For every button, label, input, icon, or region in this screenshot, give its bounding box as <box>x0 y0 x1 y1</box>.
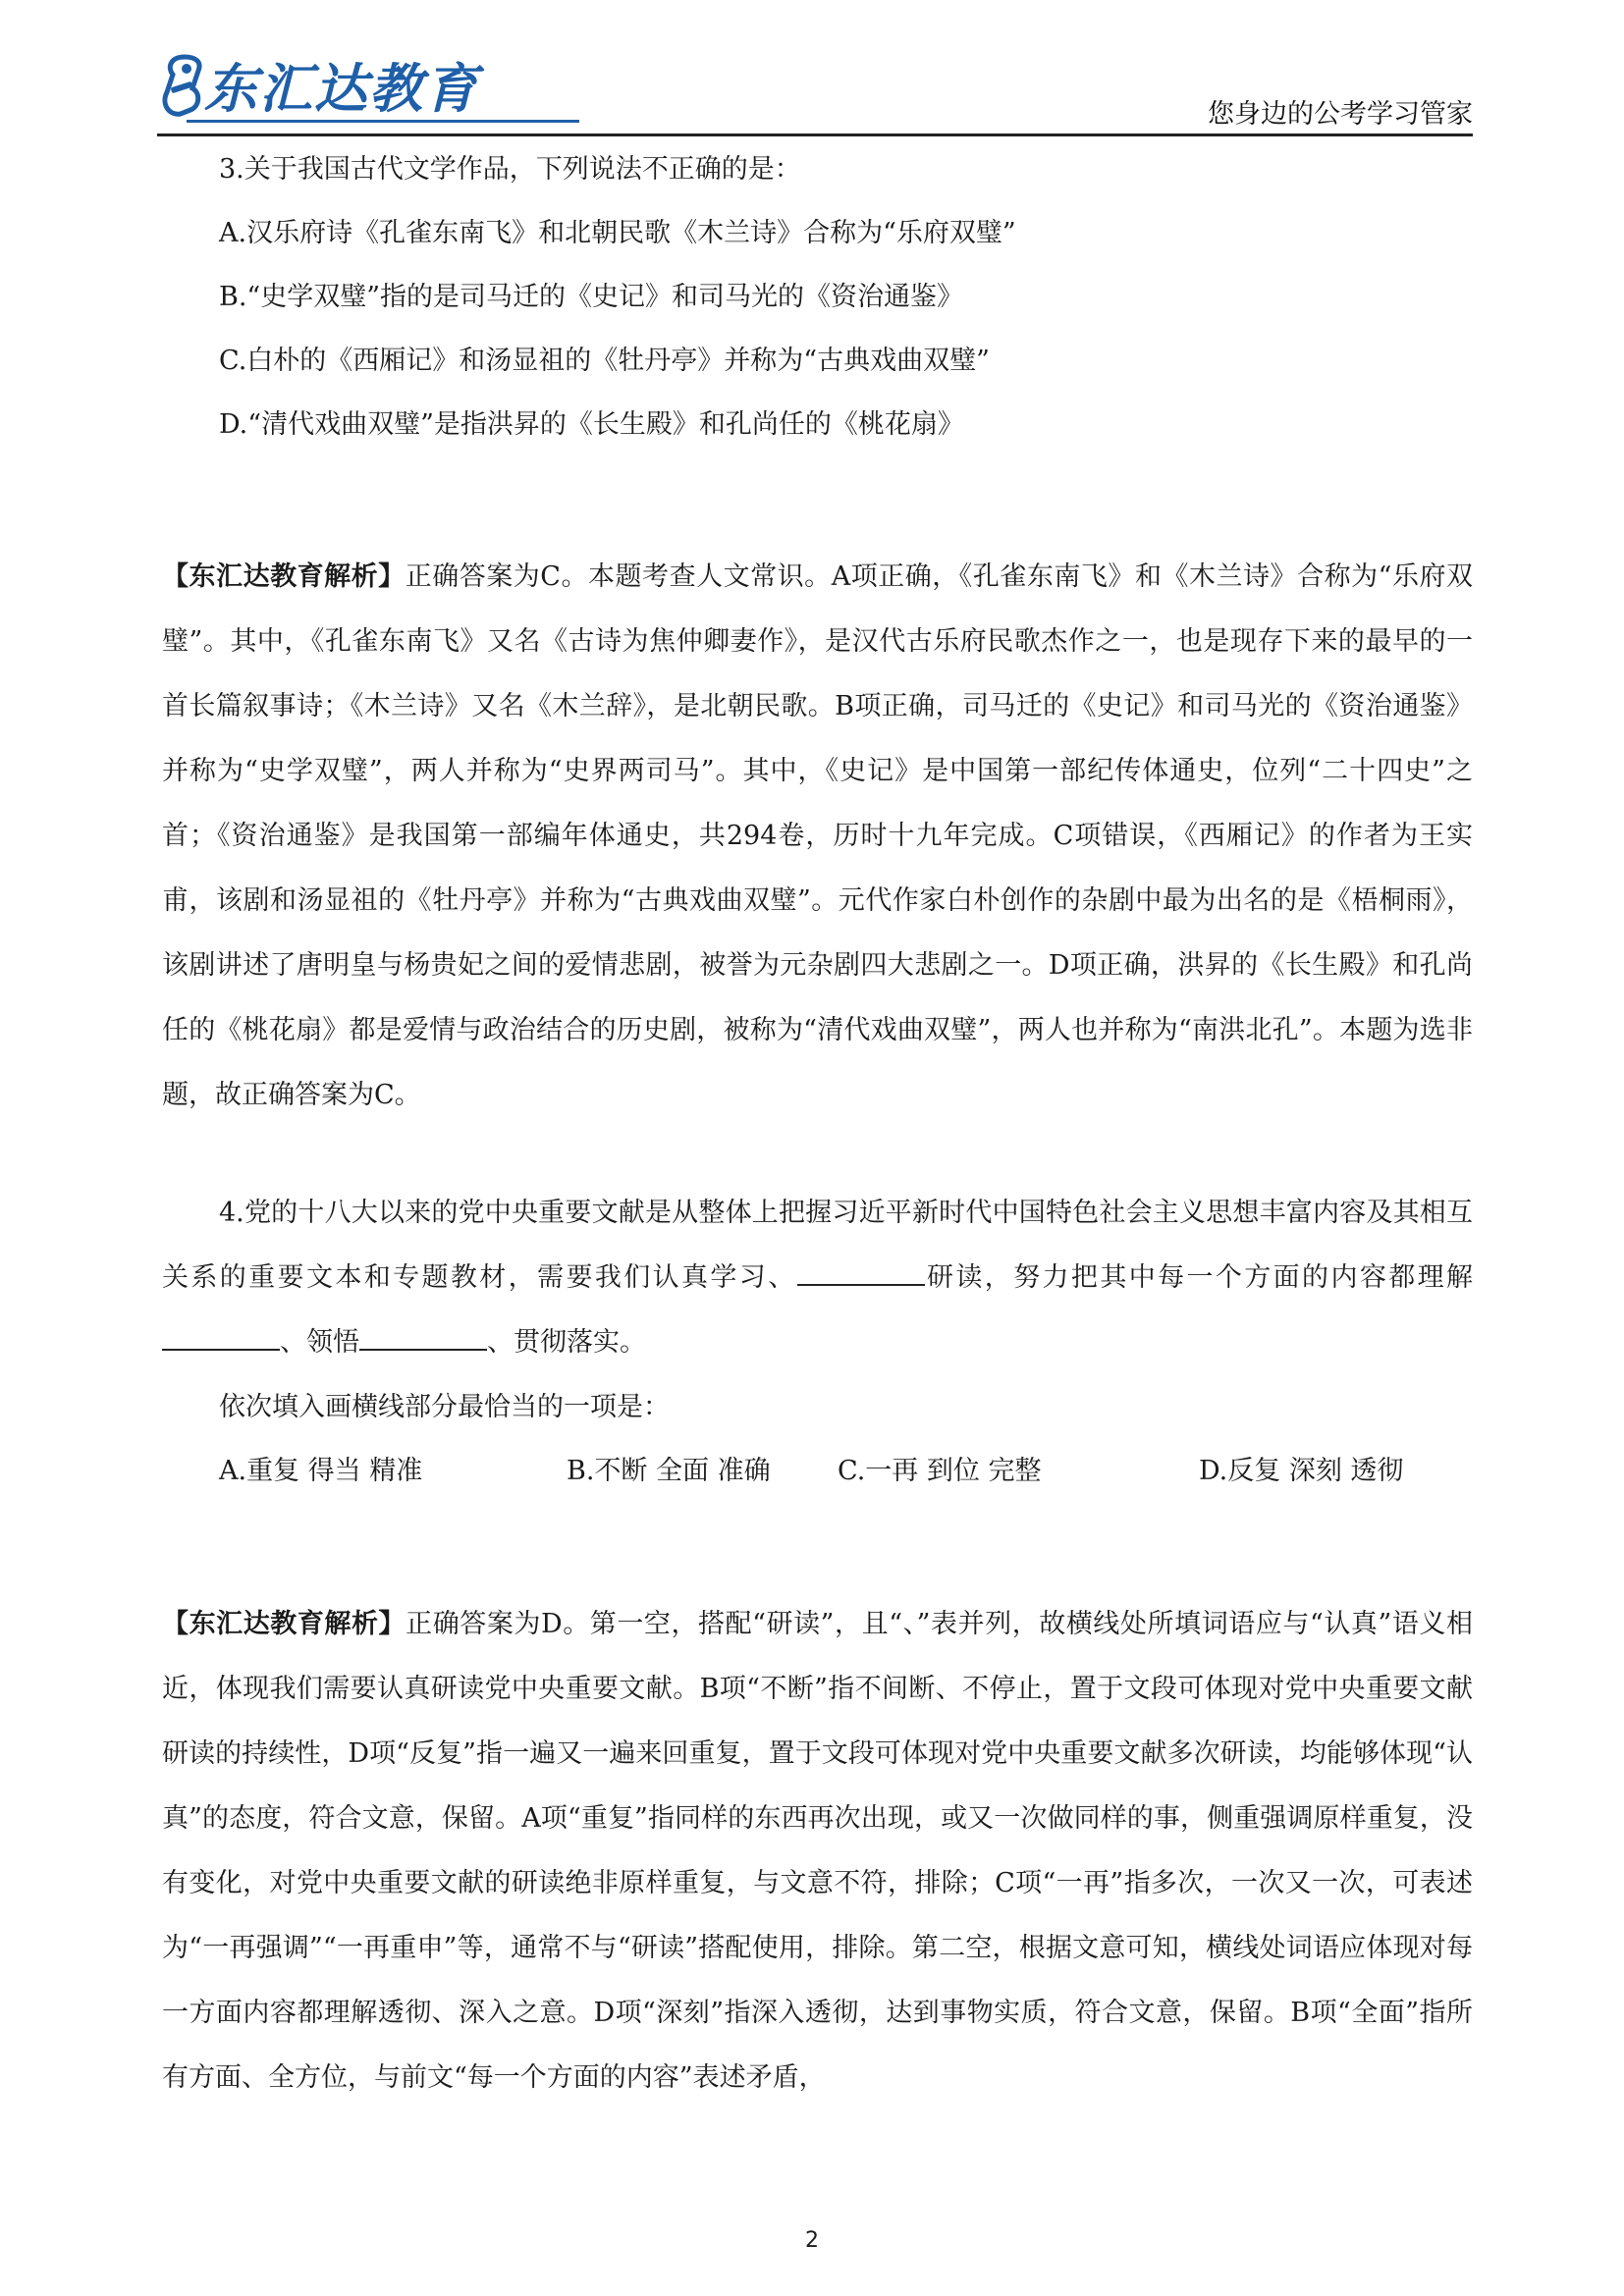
header-tagline: 您身边的公考学习管家 <box>1208 99 1473 130</box>
brand-logo <box>157 47 589 126</box>
question-4-option-c: C.一再 到位 完整 <box>838 1456 1042 1486</box>
question-3-stem: 3.关于我国古代文学作品，下列说法不正确的是： <box>219 154 801 185</box>
question-4-stem-part3: 、领悟 <box>280 1327 359 1358</box>
brand-logo-text: 东汇达教育 <box>204 58 479 120</box>
question-4-analysis <box>162 1592 1473 2110</box>
spacer <box>162 1128 1473 1181</box>
question-4-option-a: A.重复 得当 精准 <box>219 1456 423 1486</box>
question-3-analysis <box>162 545 1473 1128</box>
analysis-heading: 【东汇达教育解析】 <box>162 561 406 592</box>
question-3-option-c: C.白朴的《西厢记》和汤显祖的《牡丹亭》并称为“古典戏曲双璧” <box>219 346 990 376</box>
question-4-stem-part2: 研读，努力把其中每一个方面的内容都理解 <box>924 1262 1474 1293</box>
question-4-option-d: D.反复 深刻 透彻 <box>1199 1456 1404 1486</box>
question-4-stem-part4: 、贯彻落实。 <box>487 1327 646 1358</box>
question-4-stem <box>162 1181 1473 1375</box>
brand-logo-icon <box>157 53 206 122</box>
question-4-option-b: B.不断 全面 准确 <box>567 1456 771 1486</box>
question-3-option-b: B.“史学双璧”指的是司马迁的《史记》和司马光的《资治通鉴》 <box>219 282 964 312</box>
question-4-options <box>162 1439 1473 1504</box>
page-content <box>162 137 1473 2110</box>
header-divider <box>157 133 1473 136</box>
fill-blank-3 <box>359 1319 487 1351</box>
spacer <box>162 1504 1473 1592</box>
analysis-text: 正确答案为D。第一空，搭配“研读”，且“、”表并列，故横线处所填词语应与“认真”语义相近，体现我们需要认真研读党中央重要文献。B项“不断”指不间断、不停止，置于文段可体现对党中央重要文献研读的持续性，D项“反复”指一遍又一遍来回重复，置于文段可体现对党中央重要文献多次研读，均能够体现“认真”的态度，符合文意，保留。A项“重复”指同样的东西再次出现，或又一次做同样的事，侧重强调原样重复，没有变化，对党中央重要文献的研读绝非原样重复，与文意不符，排除；C项“一再”指多次，一次又一次，可表述为“一再强调”“一再重申”等，通常不与“研读”搭配使用，排除。第二空，根据文意可知，横线处词语应体现对每一方面内容都理解透彻、深入之意。D项“深刻”指深入透彻，达到事物实质，符合文意，保留。B项“全面”指所有方面、全方位，与前文“每一个方面的内容”表述矛盾， <box>162 1609 1473 2093</box>
question-3-option-a: A.汉乐府诗《孔雀东南飞》和北朝民歌《木兰诗》合称为“乐府双璧” <box>219 218 1016 248</box>
analysis-heading: 【东汇达教育解析】 <box>162 1609 406 1639</box>
question-4-stem-part1: 4.党的十八大以来的党中央重要文献是从整体上把握习近平新时代中国特色社会主义思想丰富内容及其相互关系的重要文本和专题教材，需要我们认真学习、 <box>162 1198 1473 1293</box>
fill-blank-1 <box>797 1255 925 1286</box>
page-header <box>157 39 1473 137</box>
brand-logo-underline <box>187 120 579 123</box>
question-4-prompt: 依次填入画横线部分最恰当的一项是： <box>219 1392 670 1422</box>
fill-blank-2 <box>162 1319 280 1351</box>
analysis-text: 正确答案为C。本题考查人文常识。A项正确，《孔雀东南飞》和《木兰诗》合称为“乐府双璧”。其中，《孔雀东南飞》又名《古诗为焦仲卿妻作》，是汉代古乐府民歌杰作之一，也是现存下来的最早的一首长篇叙事诗；《木兰诗》又名《木兰辞》，是北朝民歌。B项正确，司马迁的《史记》和司马光的《资治通鉴》并称为“史学双璧”，两人并称为“史界两司马”。其中，《史记》是中国第一部纪传体通史，位列“二十四史”之首；《资治通鉴》是我国第一部编年体通史，共294卷，历时十九年完成。C项错误，《西厢记》的作者为王实甫，该剧和汤显祖的《牡丹亭》并称为“古典戏曲双璧”。元代作家白朴创作的杂剧中最为出名的是《梧桐雨》，该剧讲述了唐明皇与杨贵妃之间的爱情悲剧，被誉为元杂剧四大悲剧之一。D项正确，洪昇的《长生殿》和孔尚任的《桃花扇》都是爱情与政治结合的历史剧，被称为“清代戏曲双璧”，两人也并称为“南洪北孔”。本题为选非题，故正确答案为C。 <box>162 561 1474 1110</box>
page-number: 2 <box>805 2228 819 2253</box>
spacer <box>162 456 1473 545</box>
question-3-option-d: D.“清代戏曲双璧”是指洪昇的《长生殿》和孔尚任的《桃花扇》 <box>219 409 964 440</box>
